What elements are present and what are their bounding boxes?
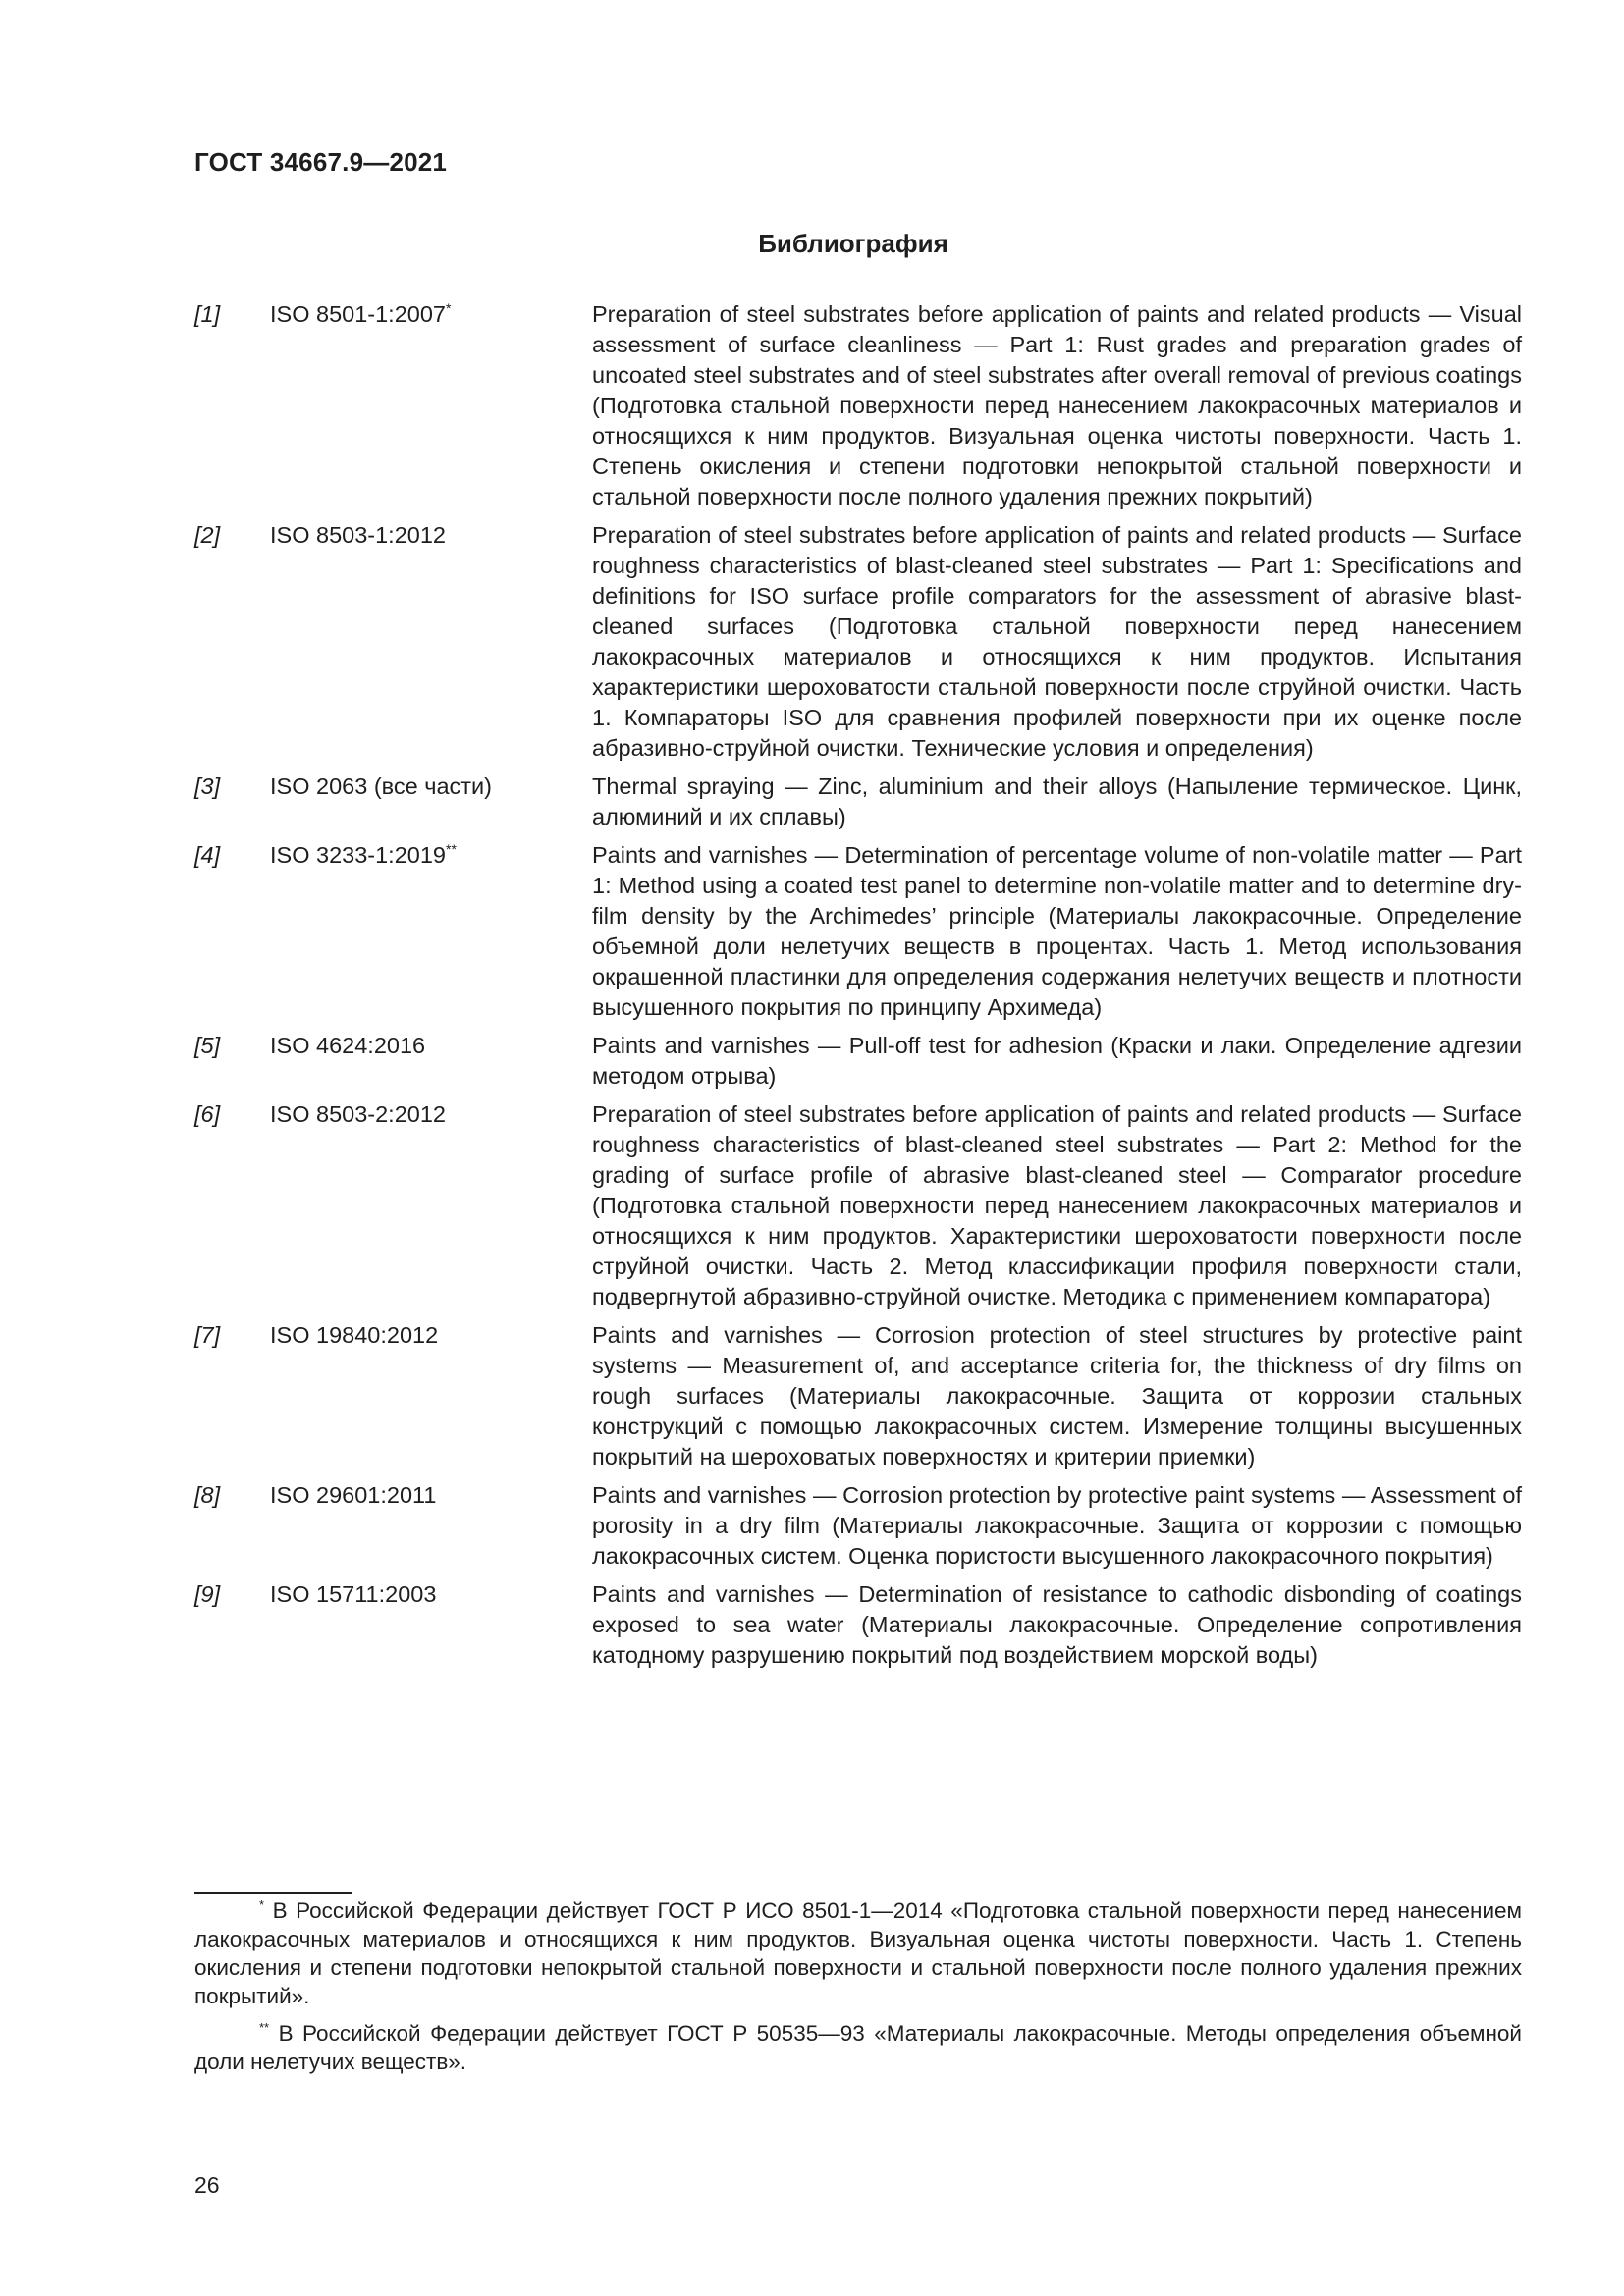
entry-title: Preparation of steel substrates before application of paints and related products — Surface roughness characteristics of blast-cleaned steel substrates — Part 2: Method for the grading of surface profile of abrasive blast-cleaned steel — Comparator procedure (Подготовка стальной поверхности перед нанесением лакокрасочных материалов и относящихся к ним продуктов. Характеристики шероховатости поверхности после струйной очистки. Часть 2. Метод классификации профиля поверхности стали, подвергнутой абразивно-струйной очистке. Методика с применением компаратора): [592, 1101, 1522, 1309]
entry-title: Preparation of steel substrates before application of paints and related products — Surface roughness characteristics of blast-cleaned steel substrates — Part 1: Speciﬁcations and definitions for ISO surface profile comparators for the assessment of abrasive blast-cleaned surfaces (Подготовка стальной поверхности перед нанесением лакокрасочных материалов и относящихся к ним продуктов. Испытания характеристики шероховатости стальной поверхности после струйной очистки. Часть 1. Компараторы ISO для сравнения профилей поверхности при их оценке после абразивно-струйной очистки. Технические условия и определения): [592, 522, 1522, 761]
entry-number: [8]: [194, 1482, 221, 1508]
entry-standard-code: ISO 2063 (все части): [270, 774, 492, 799]
entry-title: Paints and varnishes — Pull-off test for adhesion (Краски и лаки. Определение адгезии методом отрыва): [592, 1033, 1522, 1089]
bibliography-entry: [194, 840, 1522, 1023]
footnotes: [194, 1896, 1522, 2085]
entry-title: Paints and varnishes — Corrosion protection by protective paint systems — Assessment of porosity in a dry film (Материалы лакокрасочные. Защита от коррозии с помощью лакокрасочных систем. Оценка пористости высушенного лакокрасочного покрытия): [592, 1482, 1522, 1569]
footnote-marker: *: [446, 300, 452, 316]
entry-number: [7]: [194, 1322, 221, 1348]
entry-standard-code: ISO 15711:2003: [270, 1581, 437, 1607]
entry-number: [9]: [194, 1581, 221, 1607]
entry-standard-code: ISO 4624:2016: [270, 1033, 426, 1058]
entry-title: Thermal spraying — Zinc, aluminium and their alloys (Напыление термическое. Цинк, алюминий и их сплавы): [592, 774, 1522, 829]
entry-number: [6]: [194, 1101, 221, 1127]
bibliography-entry: [194, 1031, 1522, 1092]
entry-standard-code: ISO 29601:2011: [270, 1482, 437, 1508]
entry-number: [4]: [194, 842, 221, 868]
footnote: * В Российской Федерации действует ГОСТ Р ИСО 8501-1—2014 «Подготовка стальной поверхности перед нанесением лакокрасочных материалов и относящихся к ним продуктов. Визуальная оценка чистоты поверхности. Часть 1. Степень окисления и степени подготовки непокрытой стальной поверхности и стальной поверхности после полного удаления прежних покрытий».: [194, 1897, 1522, 2008]
entry-number: [5]: [194, 1033, 221, 1058]
footnote-separator: [194, 1892, 352, 1894]
bibliography-entry: [194, 299, 1522, 512]
footnote-marker: **: [259, 2020, 270, 2035]
document-id: ГОСТ 34667.9—2021: [194, 147, 448, 177]
footnote-marker: **: [446, 841, 457, 857]
bibliography-entry: [194, 1480, 1522, 1572]
entry-number: [3]: [194, 774, 221, 799]
bibliography-entry: [194, 1099, 1522, 1312]
entry-standard-code: ISO 19840:2012: [270, 1322, 439, 1348]
entry-standard-code: ISO 8503-2:2012: [270, 1101, 446, 1127]
bibliography-heading: Библиография: [758, 229, 948, 258]
footnote: ** В Российской Федерации действует ГОСТ Р 50535—93 «Материалы лакокрасочные. Методы определения объемной доли нелетучих веществ».: [194, 2020, 1522, 2074]
entry-title: Paints and varnishes — Corrosion protection of steel structures by protective paint systems — Measurement of, and acceptance criteria for, the thickness of dry films on rough surfaces (Материалы лакокрасочные. Защита от коррозии стальных конструкций с помощью лакокрасочных систем. Измерение толщины высушенных покрытий на шероховатых поверхностях и критерии приемки): [592, 1322, 1522, 1469]
entry-number: [1]: [194, 301, 221, 327]
page-number: 26: [194, 2172, 220, 2198]
bibliography-entry: [194, 1320, 1522, 1472]
footnote-marker: *: [259, 1897, 265, 1912]
bibliography-entry: [194, 772, 1522, 832]
bibliography-list: [194, 299, 1522, 1679]
entry-standard-code: ISO 3233-1:2019**: [270, 841, 457, 868]
entry-number: [2]: [194, 522, 221, 548]
entry-title: Paints and varnishes — Determination of resistance to cathodic disbonding of coatings exposed to sea water (Материалы лакокрасочные. Определение сопротивления катодному разрушению покрытий под воздействием морской воды): [592, 1581, 1522, 1668]
bibliography-entry: [194, 1579, 1522, 1671]
entry-standard-code: ISO 8503-1:2012: [270, 522, 446, 548]
entry-standard-code: ISO 8501-1:2007*: [270, 300, 452, 327]
entry-title: Preparation of steel substrates before application of paints and related products — Visual assessment of surface cleanliness — Part 1: Rust grades and preparation grades of uncoated steel substrates and of steel substrates after overall removal of previous coatings (Подготовка стальной поверхности перед нанесением лакокрасочных материалов и относящихся к ним продуктов. Визуальная оценка чистоты поверхности. Часть 1. Степень окисления и степени подготовки непокрытой стальной поверхности и стальной поверхности после полного удаления прежних покрытий): [592, 301, 1522, 509]
entry-title: Paints and varnishes — Determination of percentage volume of non-volatile matter — Part 1: Method using a coated test panel to determine non-volatile matter and to determine dry-film density by the Archimedes’ principle (Материалы лакокрасочные. Определение объемной доли нелетучих веществ в процентах. Часть 1. Метод использования окрашенной пластинки для определения содержания нелетучих веществ и плотности высушенного покрытия по принципу Архимеда): [592, 842, 1522, 1020]
bibliography-entry: [194, 520, 1522, 764]
